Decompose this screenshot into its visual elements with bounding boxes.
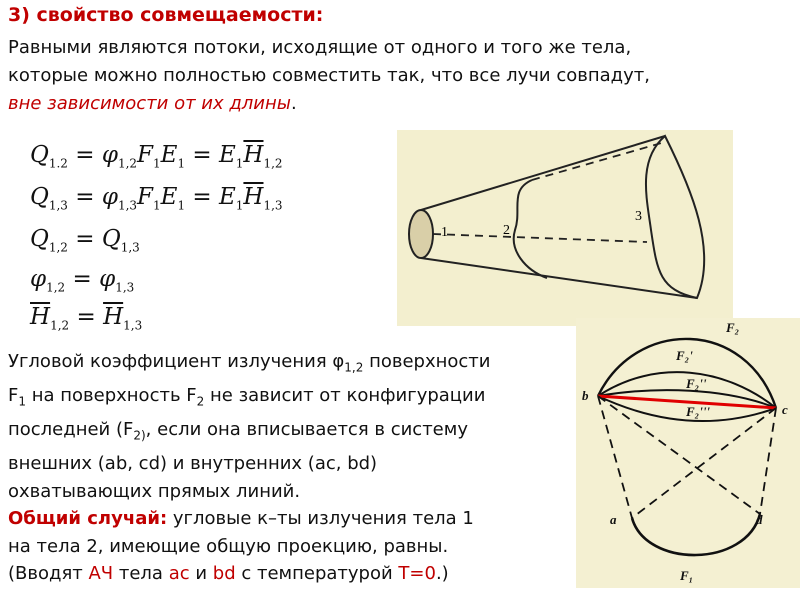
cone-label-3: 3: [635, 209, 642, 224]
body-line-2: $F_1$ на поверхность $F_2$ не зависит от конфигурации: [8, 385, 486, 409]
label-F2-double-prime: F₂'': [686, 376, 707, 391]
body-line-1: Угловой коэффициент излучения $\varphi_{1,2}$ поверхности: [8, 351, 491, 375]
line-ac: [632, 408, 776, 518]
cone-flux-figure: [397, 130, 733, 326]
cone-label-1: 1: [441, 225, 448, 240]
line-bd: [598, 396, 760, 514]
equations-block: [30, 140, 370, 340]
intro-line-3: [8, 90, 788, 118]
intro-period: .: [291, 93, 297, 114]
cone-label-2: 2: [503, 223, 510, 238]
body-line-6: Общий случай: угловые к–ты излучения тела 1: [8, 508, 474, 530]
body-line-4: внешних (ab, cd) и внутренних (ac, bd): [8, 453, 378, 475]
body-line-3: последней ($F_{2)}$, если она вписывается в систему: [8, 419, 468, 443]
label-F2: F₂: [726, 320, 740, 335]
label-F2-prime: F₂': [676, 348, 693, 363]
general-case-label: Общий случай:: [8, 508, 168, 530]
equation-5: $\overline{H}_{1,2} = \overline{H}_{1,3}$: [30, 304, 143, 333]
body-line-5: охватывающих прямых линий.: [8, 480, 301, 502]
explanation-paragraph: [8, 348, 578, 588]
intro-line-1: Равными являются потоки, исходящие от одного и того же тела,: [8, 37, 632, 58]
body-line-8: (Вводят АЧ тела ac и bd с температурой T=0.): [8, 563, 449, 585]
cone-upper-edge: [421, 136, 665, 210]
slide-title: 3) свойство совмещаемости:: [8, 4, 324, 26]
body-line-7: на тела 2, имеющие общую проекцию, равны.: [8, 535, 449, 557]
label-c: c: [782, 402, 788, 417]
line-cd: [760, 408, 776, 514]
cone-svg: [397, 130, 733, 326]
surface-F1: [632, 514, 760, 555]
cone-center-ray: [433, 234, 647, 242]
equation-3: $Q_{1,2} = Q_{1,3}$: [30, 226, 140, 255]
label-d: d: [756, 512, 763, 527]
cone-lower-edge: [421, 258, 697, 298]
projection-diagram: [576, 318, 800, 588]
cone-ray-top: [532, 142, 665, 180]
label-a: a: [610, 512, 617, 527]
cone-section-2: [514, 180, 547, 278]
cone-section-3: [646, 136, 704, 298]
intro-paragraph: [8, 34, 788, 118]
equation-2: $Q_{1,3} = \varphi_{1,3}F_1E_1 = E_1\overline{H}_{1,3}$: [30, 184, 283, 213]
label-F1: F₁: [680, 568, 694, 583]
line-ab: [598, 396, 632, 518]
intro-emphasis: вне зависимости от их длины: [8, 93, 291, 114]
cone-section-1: [409, 210, 433, 258]
intro-line-2: которые можно полностью совместить так, что все лучи совпадут,: [8, 65, 650, 86]
equation-4: $\varphi_{1,2} = \varphi_{1,3}$: [30, 266, 135, 295]
label-F2-triple-prime: F₂''': [686, 404, 711, 419]
label-b: b: [582, 388, 589, 403]
equation-1: $Q_{1.2} = \varphi_{1,2}F_1E_1 = E_1\overline{H}_{1,2}$: [30, 142, 283, 171]
diagram-svg: [576, 318, 800, 588]
